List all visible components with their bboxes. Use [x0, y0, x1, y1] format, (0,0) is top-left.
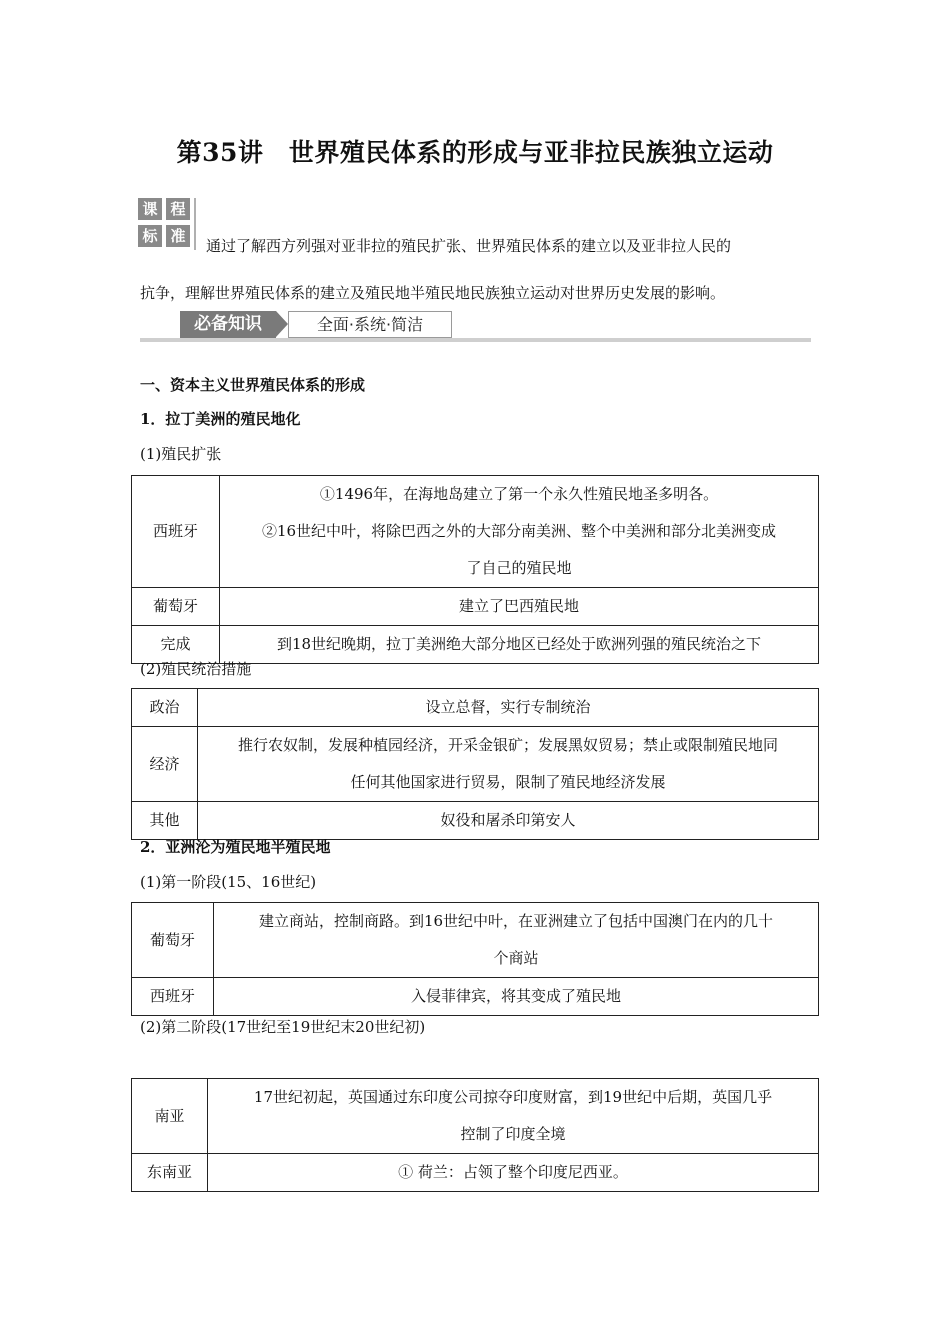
row-content: ① 荷兰：占领了整个印度尼西亚。: [208, 1154, 819, 1192]
page-title: 第35讲 世界殖民体系的形成与亚非拉民族独立运动: [176, 138, 774, 167]
row-label: 西班牙: [132, 476, 220, 588]
row-content: [214, 903, 819, 978]
table-row: [132, 903, 819, 978]
curriculum-standard-badge: [138, 198, 196, 250]
content-line: ①1496年，在海地岛建立了第一个永久性殖民地圣多明各。: [319, 485, 719, 503]
table-asia-phase1: [131, 902, 819, 1016]
content-line: 17世纪初起，英国通过东印度公司掠夺印度财富，到19世纪中后期，英国几乎: [253, 1088, 773, 1106]
badge-char: 课: [138, 198, 162, 220]
table-colonial-expansion: [131, 475, 819, 664]
row-content: 奴役和屠杀印第安人: [198, 802, 819, 840]
subsection-heading: 1．拉丁美洲的殖民地化: [140, 410, 301, 428]
row-content: [220, 476, 819, 588]
row-content: [208, 1079, 819, 1154]
table-row: [132, 978, 819, 1016]
content-line: 个商站: [493, 949, 539, 967]
table-row: [132, 727, 819, 802]
table-row: [132, 588, 819, 626]
table-row: [132, 1079, 819, 1154]
banner-subtitle: 全面·系统·简洁: [288, 311, 452, 338]
content-line: 建立商站，控制商路。到16世纪中叶，在亚洲建立了包括中国澳门在内的几十: [258, 912, 774, 930]
banner-rule: [140, 338, 811, 342]
row-content: 建立了巴西殖民地: [220, 588, 819, 626]
banner-title: 必备知识: [180, 311, 276, 338]
subsection-label: (2)第二阶段(17世纪至19世纪末20世纪初): [140, 1018, 426, 1036]
content-line: 推行农奴制，发展种植园经济，开采金银矿；发展黑奴贸易；禁止或限制殖民地同: [237, 736, 778, 754]
content-line: ②16世纪中叶，将除巴西之外的大部分南美洲、整个中美洲和部分北美洲变成: [261, 522, 777, 540]
row-label: 南亚: [132, 1079, 208, 1154]
row-content: [198, 727, 819, 802]
row-label: 政治: [132, 689, 198, 727]
table-row: [132, 1154, 819, 1192]
table-asia-phase2: [131, 1078, 819, 1192]
subsection-heading: 2．亚洲沦为殖民地半殖民地: [140, 838, 331, 856]
row-content: 入侵菲律宾，将其变成了殖民地: [214, 978, 819, 1016]
row-content: 设立总督，实行专制统治: [198, 689, 819, 727]
row-label: 葡萄牙: [132, 588, 220, 626]
standard-text-line1: 通过了解西方列强对亚非拉的殖民扩张、世界殖民体系的建立以及亚非拉人民的: [206, 237, 732, 255]
content-line: 了自己的殖民地: [466, 559, 572, 577]
table-row: [132, 689, 819, 727]
table-row: [132, 802, 819, 840]
table-colonial-rule: [131, 688, 819, 840]
standard-text-line2: 抗争，理解世界殖民体系的建立及殖民地半殖民地民族独立运动对世界历史发展的影响。: [140, 284, 726, 302]
subsection-label: (1)第一阶段(15、16世纪): [140, 873, 317, 891]
badge-char: 准: [166, 225, 190, 247]
row-label: 经济: [132, 727, 198, 802]
row-label: 西班牙: [132, 978, 214, 1016]
badge-divider: [194, 198, 196, 250]
row-label: 完成: [132, 626, 220, 664]
badge-char: 程: [166, 198, 190, 220]
table-row: [132, 476, 819, 588]
subsection-label: (1)殖民扩张: [140, 445, 222, 463]
section-banner: [140, 311, 811, 343]
content-line: 任何其他国家进行贸易，限制了殖民地经济发展: [350, 773, 666, 791]
section-heading: 一、资本主义世界殖民体系的形成: [140, 376, 366, 394]
row-label: 东南亚: [132, 1154, 208, 1192]
subsection-label: (2)殖民统治措施: [140, 660, 252, 678]
row-label: 其他: [132, 802, 198, 840]
row-label: 葡萄牙: [132, 903, 214, 978]
content-line: 控制了印度全境: [460, 1125, 566, 1143]
badge-char: 标: [138, 225, 162, 247]
row-content: 到18世纪晚期，拉丁美洲绝大部分地区已经处于欧洲列强的殖民统治之下: [220, 626, 819, 664]
banner-arrow-icon: [276, 311, 288, 337]
